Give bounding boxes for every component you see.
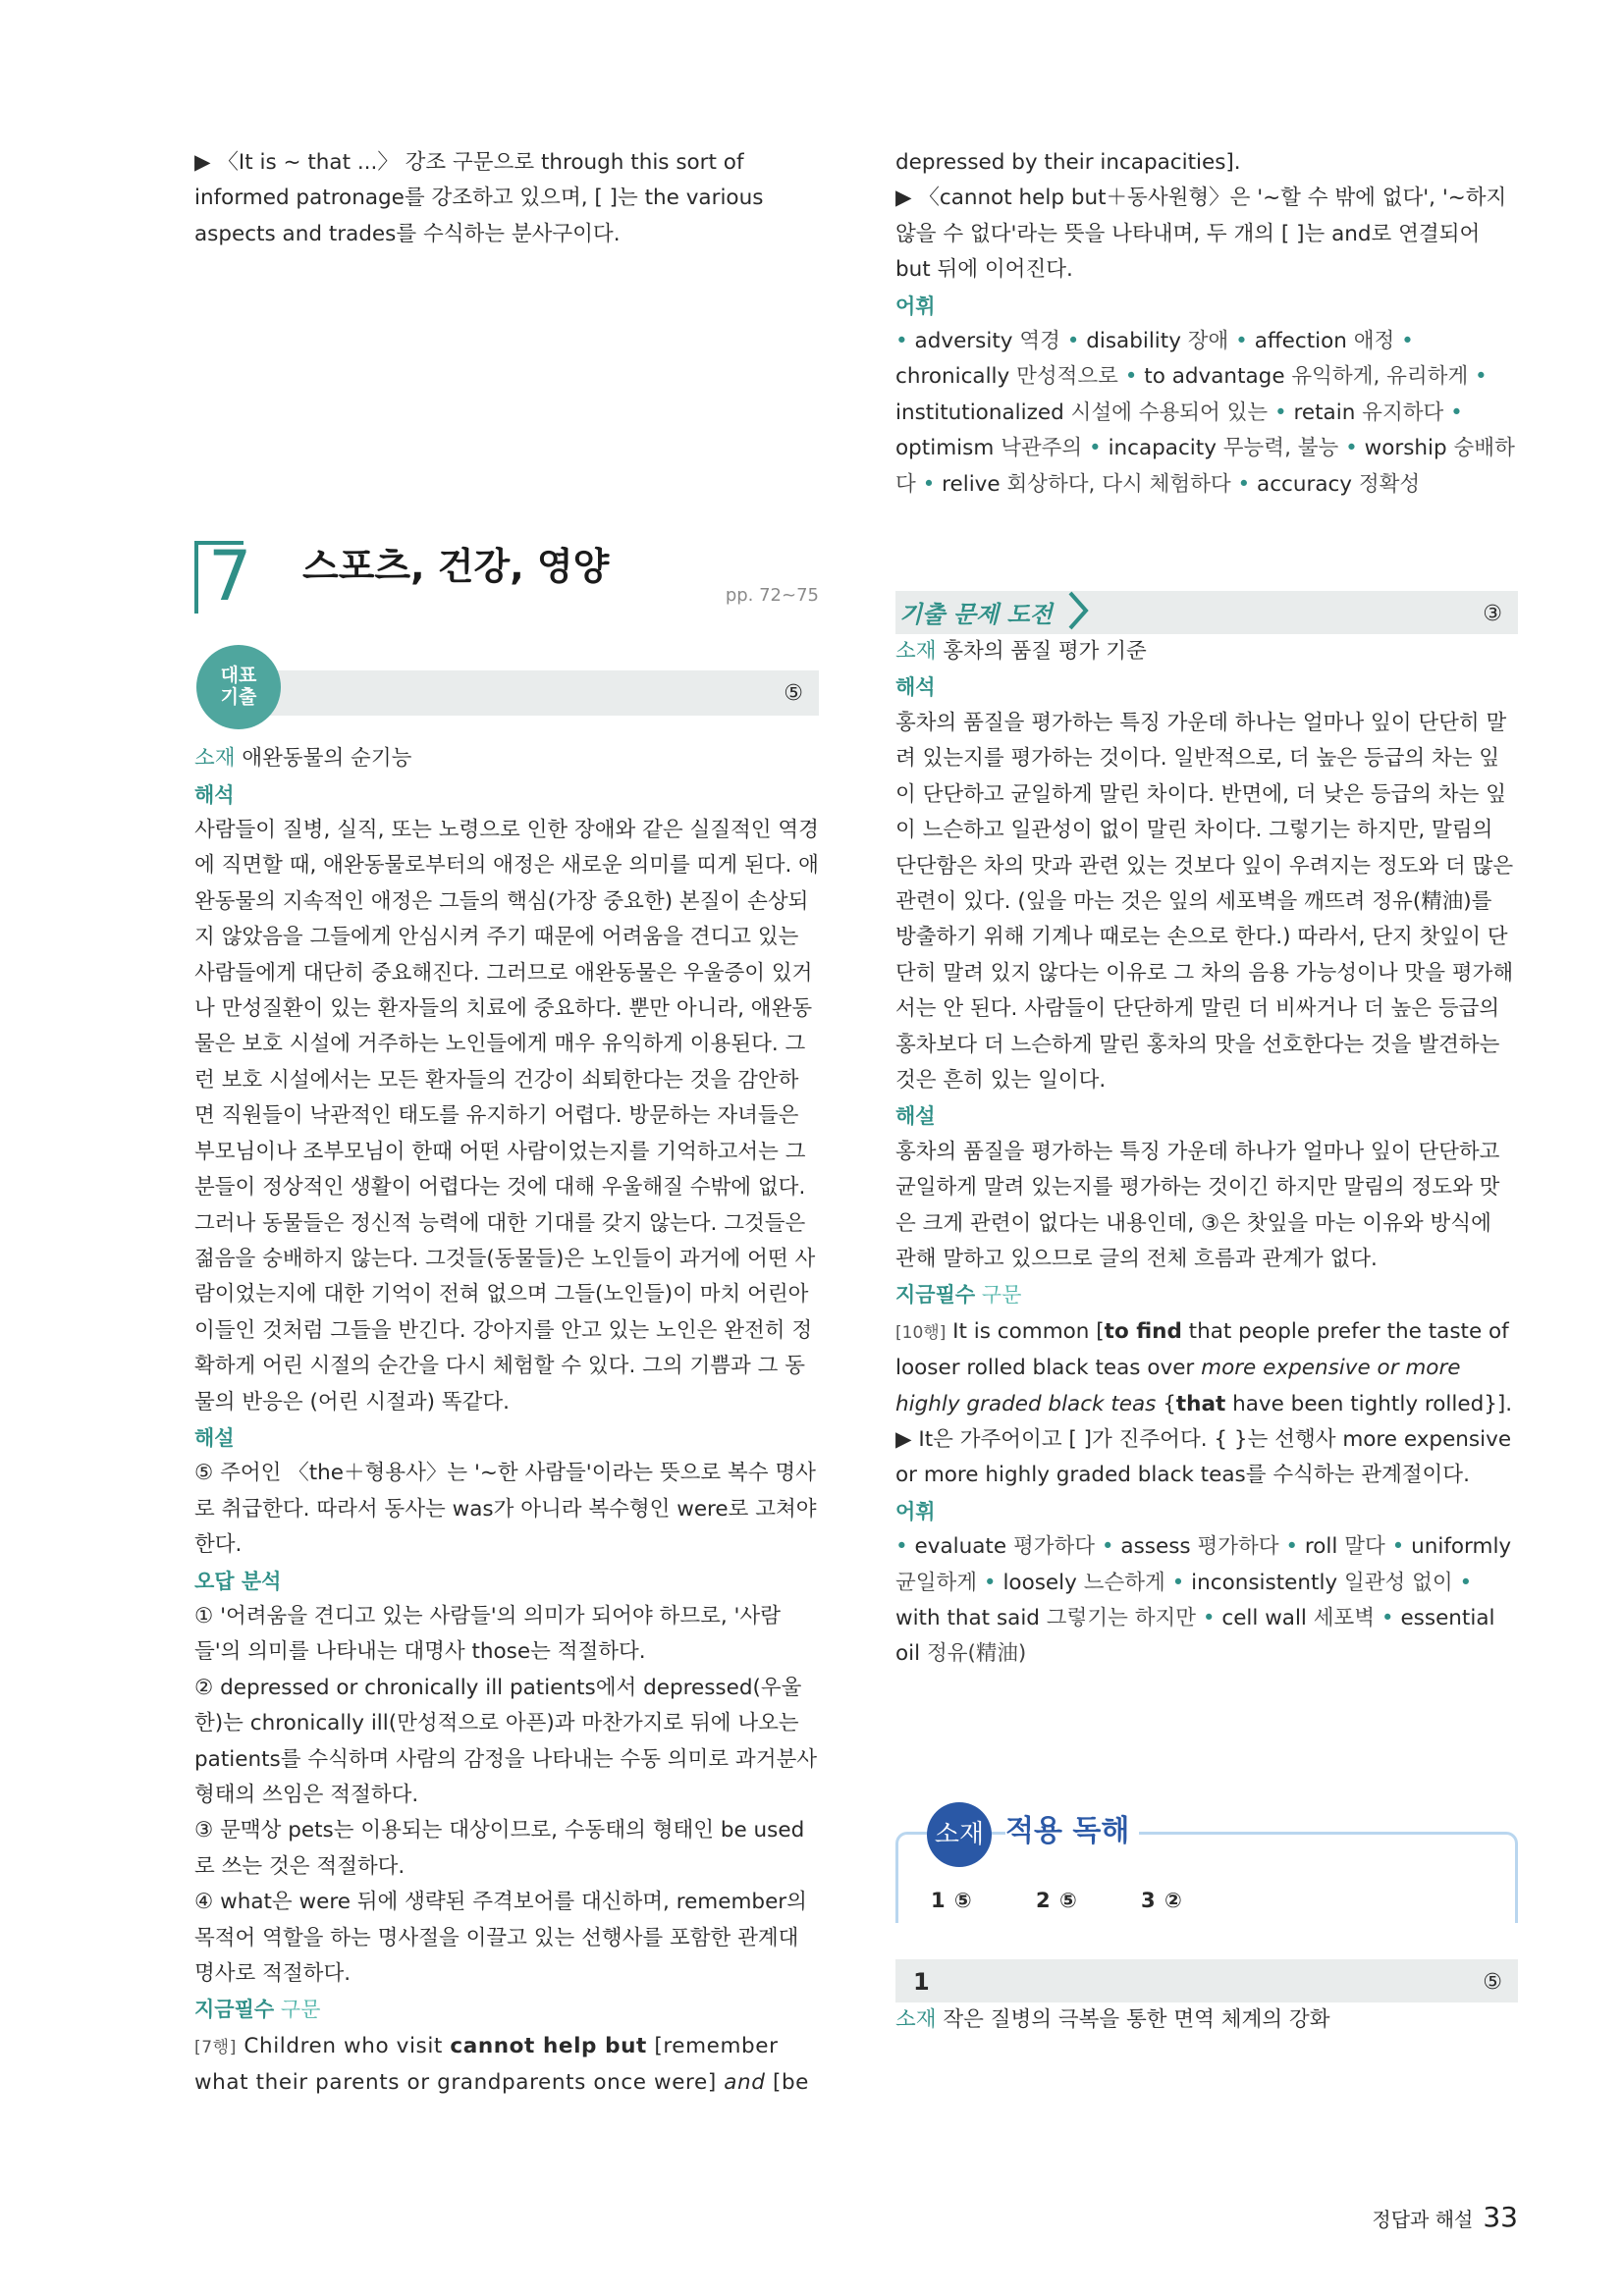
vocab-word: evaluate [914,1534,1013,1560]
bullet-icon: • [1237,471,1258,497]
vocab-item [1203,1606,1381,1630]
bullet-icon: • [1235,329,1255,354]
syntax2-b: to find [1104,1318,1182,1344]
chapter-header [194,537,819,623]
question-1-bar [895,1959,1518,2002]
vocab-meaning: 회상하다, 다시 체험하다 [1006,471,1238,497]
vocab-list-1 [895,324,1518,503]
wrong-answer-heading: 오답 분석 [194,1569,282,1593]
syntax2-a: It is common [ [946,1318,1105,1344]
intro-note: ▶ 〈It is ~ that ...〉 강조 구문으로 through this sort of informed patronage를 강조하고 있으며, [ ]는 the various aspects and trades를 수식하는 분사구이다. [194,150,764,246]
vocab-word: retain [1293,400,1363,425]
chapter-number: 7 [208,536,252,617]
vocab-meaning: 평가하다 [1197,1534,1286,1560]
bullet-icon: • [895,1534,915,1560]
vocab-word: assess [1120,1534,1198,1560]
vocab-item [1102,1534,1286,1559]
rep-answer: ⑤ [784,681,803,707]
vocab-word: uniformly [1411,1534,1512,1560]
applied-answer-3: 3 ② [1141,1888,1182,1912]
vocab-meaning: 그렇기는 하지만 [1046,1606,1203,1631]
bullet-icon: • [895,329,915,354]
topic-line [194,741,819,776]
vocab-item [1089,436,1345,460]
vocab-word: loosely [1002,1570,1084,1595]
syntax-line-tag: [7행] [194,2037,237,2057]
applied-reading-header [895,1802,1518,1920]
vocab-word: adversity [914,329,1020,354]
syntax-line-tag-2: [10행] [895,1322,947,1343]
bullet-icon: • [1171,1570,1192,1595]
topic-text-2: 홍차의 품질 평가 기준 [936,639,1147,665]
explanation-heading-2: 해설 [895,1104,936,1129]
bullet-icon: • [1124,364,1145,390]
syntax-note-2: ▶ It은 가주어이고 [ ]가 진주어다. { }는 선행사 more expensive or more highly graded black teas를 수식하는 관계절이다. [895,1427,1512,1488]
vocab-item [1285,1534,1391,1559]
vocab-meaning: 말다 [1344,1534,1392,1560]
bullet-icon: • [1274,400,1294,425]
vocab-word: worship [1364,436,1454,461]
vocab-word: chronically [895,364,1017,390]
topic-text-3: 작은 질병의 극복을 통한 면역 체계의 강화 [936,2006,1330,2032]
bullet-icon: • [1202,1606,1222,1631]
bullet-icon: • [1459,1570,1473,1595]
vocab-word: inconsistently [1191,1570,1344,1595]
translation-text-2: 홍차의 품질을 평가하는 특징 가운데 하나는 얼마나 잎이 단단히 말려 있는지를 평가하는 것이다. 일반적으로, 더 높은 등급의 차는 잎이 단단하고 균일하게 말린 차이다. 반면에, 더 낮은 등급의 차는 잎이 느슨하고 일관성이 없이 말린 차이다. 그렇기는 하지만, 말림의 단단함은 차의 맛과 관련 있는 것보다 잎이 우려지는 정도와 더 많은 관련이 있다. (잎을 마는 것은 잎의 세포벽을 깨뜨려 정유(精油)를 방출하기 위해 기계나 때로는 손으로 한다.) 따라서, 단지 찻잎이 단단히 말려 있지 않다는 이유로 그 차의 음용 가능성이나 맛을 평가해서는 안 된다. 사람들이 단단하게 말린 더 비싸거나 더 높은 등급의 홍차보다 더 느슨하게 말린 홍차의 맛을 선호한다는 것을 발견하는 것은 흔히 있는 일이다. [895,710,1514,1093]
vocab-word: accuracy [1257,471,1359,497]
vocab-meaning: 세포벽 [1313,1606,1381,1631]
syntax-heading [194,1992,819,2028]
bullet-icon: • [1380,1606,1401,1631]
topic-label-2: 소재 [895,639,937,665]
question-1-answer: ⑤ [1483,1969,1502,1995]
topic-text: 애완동물의 순기능 [235,746,412,772]
vocab-item [1238,472,1421,497]
applied-answers [931,1883,1237,1918]
page-number: 33 [1483,2201,1518,2233]
vocab-heading-1: 어휘 [895,294,936,318]
vocab-word: relive [942,471,1007,497]
vocab-meaning: 정확성 [1358,471,1421,497]
challenge-bar [895,591,1518,634]
right-column [895,145,1518,2038]
explanation-text-2: 홍차의 품질을 평가하는 특징 가운데 하나가 얼마나 잎이 단단하고 균일하게 말려 있는지를 평가하는 것이긴 하지만 말림의 정도와 맛은 크게 관련이 없다는 내용인데, ③은 찻잎을 마는 이유와 방식에 관해 말하고 있으므로 글의 전체 흐름과 관계가 없다. [895,1139,1500,1271]
syntax2-f: that [1175,1391,1226,1416]
bullet-icon: • [1475,364,1488,390]
syntax-c: [remember what their parents or grandparents once were] [194,2033,779,2096]
continuation-text: depressed by their incapacities]. [895,150,1241,175]
topic-label: 소재 [194,746,236,772]
wrong-answer-2: ② depressed or chronically ill patients에서 depressed(우울한)는 chronically ill(만성적으로 아픈)과 마찬가지로 뒤에 나오는 patients를 수식하며 사람의 감정을 나타내는 수동 의미로 과거분사 형태의 쓰임은 적절하다. [194,1675,818,1807]
vocab-word: disability [1086,329,1188,354]
bullet-icon: • [1401,329,1414,354]
syntax-heading-2a: 지금필수 [895,1283,976,1308]
grammar-note: ▶ 〈cannot help but＋동사원형〉은 '~할 수 밖에 없다', '~하지 않을 수 없다'라는 뜻을 나타내며, 두 개의 [ ]는 and로 연결되어 but 뒤에 이어진다. [895,186,1507,283]
syntax2-d: more expensive or more highly graded black teas [895,1356,1461,1416]
bullet-icon: • [1101,1534,1121,1560]
left-column [194,145,819,2102]
syntax-heading-2 [895,1277,1518,1313]
vocab-meaning: 장애 [1187,329,1236,354]
topic-label-3: 소재 [895,2006,937,2032]
bullet-icon: • [983,1570,1003,1595]
chevron-right-icon [1064,589,1092,632]
syntax-d: and [724,2070,766,2096]
vocab-item [1067,329,1235,353]
vocab-meaning: 유지하다 [1362,400,1451,425]
representative-question-bar [194,645,819,741]
wrong-answer-4: ④ what은 were 뒤에 생략된 주격보어를 대신하며, remember의 목적어 역할을 하는 명사절을 이끌고 있는 선행사를 포함한 관계대명사로 적절하다. [194,1890,807,1987]
applied-title: 적용 독해 [1005,1814,1139,1849]
syntax2-e: { [1156,1391,1176,1416]
vocab-word: roll [1304,1534,1345,1560]
applied-badge: 소재 [927,1802,992,1867]
syntax-heading-a: 지금필수 [194,1998,275,2022]
syntax-b: cannot help but [450,2033,647,2058]
vocab-word: incapacity [1108,436,1223,461]
translation-heading-2: 해석 [895,675,936,700]
syntax-heading-b: 구문 [274,1998,321,2022]
vocab-word: affection [1254,329,1354,354]
chapter-bracket [194,541,198,614]
bullet-icon: • [1066,329,1087,354]
vocab-meaning: 무능력, 불능 [1222,436,1346,461]
syntax2-g: have been tightly rolled}]. [1225,1391,1513,1416]
vocab-word: to advantage [1144,364,1292,390]
vocab-meaning: 정유(精油) [926,1641,1027,1667]
syntax-heading-2b: 구문 [975,1283,1022,1308]
vocab-meaning: 유익하게, 유리하게 [1291,364,1476,390]
bullet-icon: • [1450,400,1463,425]
bullet-icon: • [1391,1534,1412,1560]
bullet-icon: • [1285,1534,1305,1560]
answer-bar [253,670,819,716]
explanation-text: ⑤ 주어인 〈the＋형용사〉는 '~한 사람들'이라는 뜻으로 복수 명사로 취급한다. 따라서 동사는 was가 아니라 복수형인 were로 고쳐야 한다. [194,1461,817,1558]
vocab-word: institutionalized [895,400,1071,425]
vocab-meaning: 일관성 없이 [1343,1570,1460,1595]
vocab-item [984,1571,1172,1595]
vocab-meaning: 숭배하다 [895,436,1515,497]
topic-line-3 [895,2002,1518,2038]
vocab-meaning: 평가하다 [1012,1534,1102,1560]
explanation-heading: 해설 [194,1425,235,1450]
vocab-meaning: 낙관주의 [1001,436,1090,461]
page-footer [1372,2201,1518,2233]
wrong-answer-1: ① '어려움을 견디고 있는 사람들'의 의미가 되어야 하므로, '사람들'의 의미를 나타내는 대명사 those는 적절하다. [194,1603,781,1665]
vocab-meaning: 역경 [1019,329,1067,354]
vocab-item [1235,329,1401,353]
vocab-meaning: 시설에 수용되어 있는 [1070,400,1274,425]
vocab-heading-2: 어휘 [895,1499,936,1523]
vocab-meaning: 느슨하게 [1083,1570,1172,1595]
footer-label: 정답과 해설 [1372,2208,1474,2231]
vocab-item [895,329,1067,353]
topic-line-2 [895,634,1518,669]
applied-answer-1: 1 ⑤ [931,1888,972,1912]
rep-badge-label: 대표 기출 [220,665,257,709]
bullet-icon: • [1345,436,1365,461]
translation-text: 사람들이 질병, 실직, 또는 노령으로 인한 장애와 같은 실질적인 역경에 직면할 때, 애완동물로부터의 애정은 새로운 의미를 띠게 된다. 애완동물의 지속적인 애정은 그들의 핵심(가장 중요한) 본질이 손상되지 않았음을 그들에게 안심시켜 주기 때문에 어려움을 견디고 있는 사람들에게 대단히 중요해진다. 그러므로 애완동물은 우울증이 있거나 만성질환이 있는 환자들의 치료에 중요하다. 뿐만 아니라, 애완동물은 보호 시설에 거주하는 노인들에게 매우 유익하게 이용된다. 그런 보호 시설에서는 모든 환자들의 건강이 쇠퇴한다는 것을 감안하면 직원들이 낙관적인 태도를 유지하기 어렵다. 방문하는 자녀들은 부모님이나 조부모님이 한때 어떤 사람이었는지를 기억하고서는 그분들이 정상적인 생활이 어렵다는 것에 대해 우울해질 수밖에 없다. 그러나 동물들은 정신적 능력에 대한 기대를 갖지 않는다. 그것들은 젊음을 숭배하지 않는다. 그것들(동물들)은 노인들이 과거에 어떤 사람이었는지에 대한 기억이 전혀 없으며 그들(노인들)이 마치 어린아이들인 것처럼 그들을 반긴다. 강아지를 안고 있는 노인은 완전히 정확하게 어린 시절의 순간을 다시 체험할 수 있다. 그의 기쁨과 그 동물의 반응은 (어린 시절과) 똑같다. [194,818,819,1415]
vocab-item [1172,1571,1460,1595]
syntax2-c: that people prefer the taste of looser rolled black teas over [895,1318,1509,1381]
applied-answer-2: 2 ⑤ [1036,1888,1077,1912]
wrong-answer-3: ③ 문맥상 pets는 이용되는 대상이므로, 수동태의 형태인 be used로 쓰는 것은 적절하다. [194,1818,805,1879]
syntax-sentence-2 [895,1314,1518,1422]
syntax-sentence [194,2029,819,2102]
vocab-meaning: 균일하게 [895,1570,984,1595]
question-1-number: 1 [913,1967,930,1996]
vocab-list-2 [895,1529,1518,1673]
translation-heading: 해석 [194,782,235,807]
vocab-item [923,472,1238,497]
chapter-title: 스포츠, 건강, 영양 [302,545,610,589]
challenge-title: 기출 문제 도전 [899,601,1053,629]
vocab-word: cell wall [1221,1606,1314,1631]
vocab-meaning: 애정 [1353,329,1402,354]
vocab-item [895,1534,1102,1559]
syntax-e: [be [765,2070,810,2096]
vocab-item [1125,364,1475,389]
rep-badge [196,645,281,729]
bullet-icon: • [922,471,943,497]
chapter-pages: pp. 72~75 [725,585,819,607]
vocab-meaning: 만성적으로 [1016,364,1125,390]
vocab-word: with that said [895,1606,1047,1631]
vocab-word: optimism [895,436,1001,461]
vocab-word: essential oil [895,1606,1495,1667]
bullet-icon: • [1089,436,1109,461]
vocab-item [1274,400,1450,425]
challenge-answer: ③ [1483,602,1502,627]
syntax-a: Children who visit [236,2033,451,2058]
